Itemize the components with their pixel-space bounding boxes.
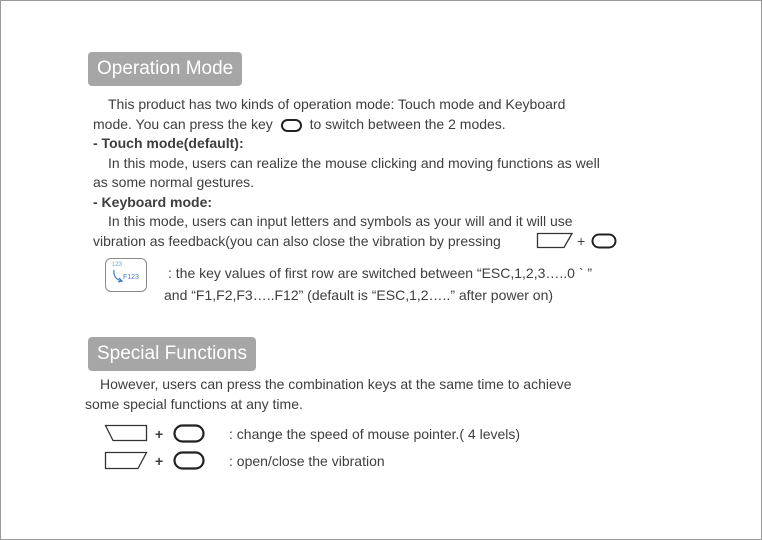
fn-icon-text-bottom: F123 (123, 274, 139, 281)
oval-key-icon (173, 451, 205, 470)
right-slant-key-icon (104, 451, 148, 470)
plus-sign: + (577, 233, 586, 249)
combo1-text: : change the speed of mouse pointer.( 4 levels) (229, 426, 521, 442)
keyboard-line-2: vibration as feedback(you can also close the vibration by pressing (93, 233, 501, 249)
keyboard-mode-heading: - Keyboard mode: (93, 194, 213, 210)
section-title-special-functions: Special Functions (88, 337, 256, 371)
special-intro-line-2: some special functions at any time. (85, 396, 303, 412)
intro-line-2a: mode. You can press the key (93, 116, 273, 132)
touch-mode-heading: - Touch mode(default): (93, 135, 244, 151)
fn-icon-text-top: 123 (112, 262, 123, 268)
combo1-plus: + (155, 426, 164, 442)
touch-line-2: as some normal gestures. (93, 174, 255, 190)
section-title-operation-mode: Operation Mode (88, 52, 242, 86)
oval-key-icon (281, 119, 302, 132)
left-slant-key-icon (104, 424, 148, 442)
intro-line-2 (93, 115, 506, 134)
oval-key-icon (591, 233, 617, 250)
fn-key-icon (105, 258, 147, 292)
right-slant-key-icon (536, 232, 574, 249)
combo2-text: : open/close the vibration (229, 453, 385, 469)
fn-line-2: and “F1,F2,F3…..F12” (default is “ESC,1,2…..” after power on) (164, 287, 554, 303)
intro-line-2b: to switch between the 2 modes. (309, 116, 506, 132)
touch-line-1: In this mode, users can realize the mouse clicking and moving functions as well (108, 155, 600, 171)
oval-key-icon (173, 424, 205, 443)
combo2-plus: + (155, 453, 164, 469)
fn-line-1: : the key values of first row are switched between “ESC,1,2,3…..0 ` ” (168, 265, 593, 281)
intro-line-1: This product has two kinds of operation mode: Touch mode and Keyboard (108, 96, 566, 112)
special-intro-line-1: However, users can press the combination keys at the same time to achieve (100, 376, 572, 392)
keyboard-line-1: In this mode, users can input letters and symbols as your will and it will use (108, 213, 573, 229)
